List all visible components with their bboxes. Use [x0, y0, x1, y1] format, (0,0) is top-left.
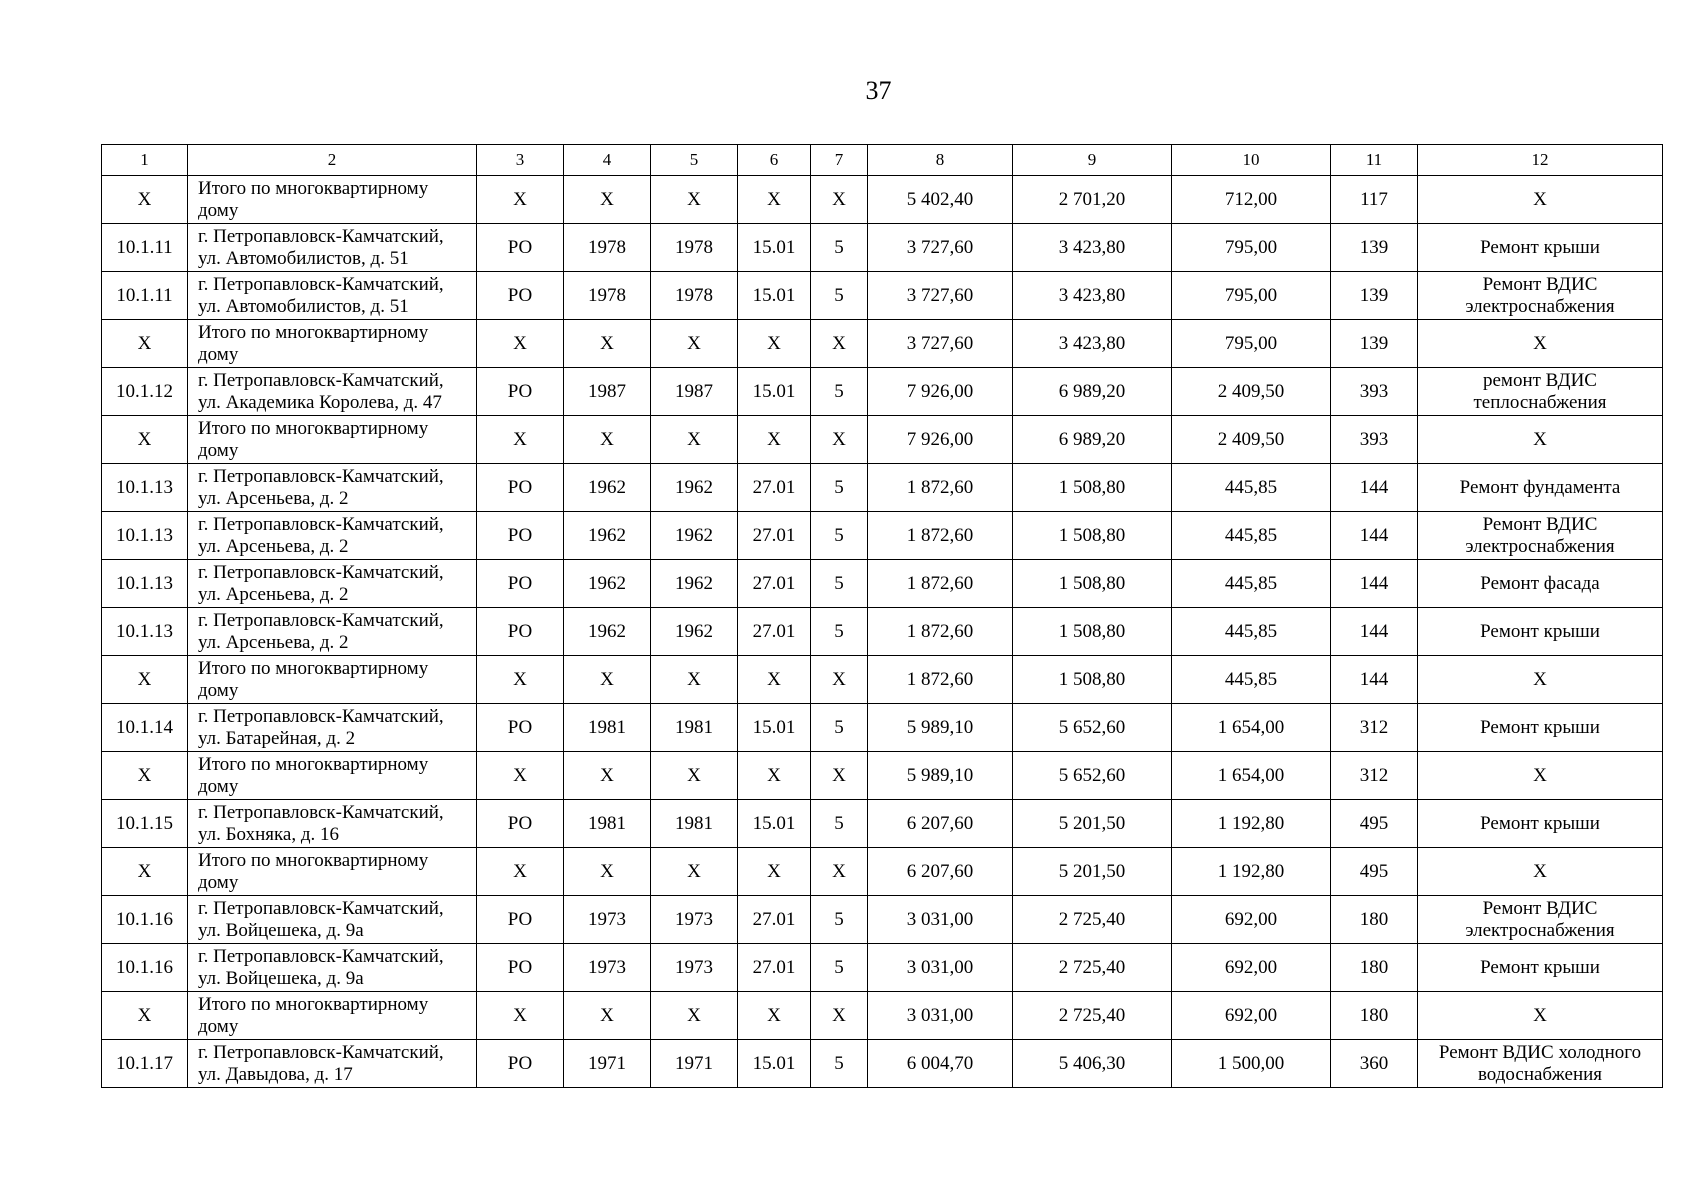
- cell-col-number: 10.1.14: [102, 704, 188, 752]
- cell-col-11: 180: [1331, 896, 1418, 944]
- table-row: [102, 704, 1663, 752]
- cell-col-4: Х: [564, 176, 651, 224]
- cell-col-address: г. Петропавловск-Камчатский, ул. Войцешека, д. 9а: [188, 896, 477, 944]
- table-row: [102, 224, 1663, 272]
- cell-col-8: 6 207,60: [868, 800, 1013, 848]
- cell-col-10: 1 654,00: [1172, 704, 1331, 752]
- cell-col-address: Итого по многоквартирному дому: [188, 320, 477, 368]
- cell-col-5: 1987: [651, 368, 738, 416]
- cell-col-5: 1962: [651, 608, 738, 656]
- cell-col-12: Ремонт ВДИС электроснабжения: [1418, 896, 1663, 944]
- cell-col-10: 1 192,80: [1172, 848, 1331, 896]
- cell-col-10: 692,00: [1172, 896, 1331, 944]
- cell-col-12: Ремонт ВДИС электроснабжения: [1418, 272, 1663, 320]
- cell-col-6: 27.01: [738, 944, 811, 992]
- cell-col-11: 144: [1331, 560, 1418, 608]
- cell-col-3: Х: [477, 992, 564, 1040]
- cell-col-number: Х: [102, 320, 188, 368]
- cell-col-6: Х: [738, 656, 811, 704]
- cell-col-11: 393: [1331, 416, 1418, 464]
- cell-col-4: 1978: [564, 224, 651, 272]
- cell-col-address: г. Петропавловск-Камчатский, ул. Давыдова, д. 17: [188, 1040, 477, 1088]
- cell-col-address: г. Петропавловск-Камчатский, ул. Войцешека, д. 9а: [188, 944, 477, 992]
- cell-col-address: г. Петропавловск-Камчатский, ул. Автомобилистов, д. 51: [188, 224, 477, 272]
- cell-col-8: 3 031,00: [868, 944, 1013, 992]
- cell-col-11: 495: [1331, 800, 1418, 848]
- cell-col-number: 10.1.17: [102, 1040, 188, 1088]
- cell-col-3: РО: [477, 1040, 564, 1088]
- header-row: [102, 145, 1663, 176]
- cell-col-8: 3 031,00: [868, 896, 1013, 944]
- cell-col-address: Итого по многоквартирному дому: [188, 656, 477, 704]
- table-row: [102, 896, 1663, 944]
- column-header-9: 9: [1013, 145, 1172, 176]
- cell-col-10: 795,00: [1172, 224, 1331, 272]
- cell-col-8: 3 727,60: [868, 320, 1013, 368]
- cell-col-9: 3 423,80: [1013, 224, 1172, 272]
- cell-col-address: Итого по многоквартирному дому: [188, 848, 477, 896]
- cell-col-address: г. Петропавловск-Камчатский, ул. Арсеньева, д. 2: [188, 608, 477, 656]
- cell-col-12: Ремонт фасада: [1418, 560, 1663, 608]
- cell-col-5: 1973: [651, 944, 738, 992]
- cell-col-3: РО: [477, 944, 564, 992]
- table-row: [102, 368, 1663, 416]
- cell-col-number: 10.1.13: [102, 464, 188, 512]
- cell-col-11: 180: [1331, 992, 1418, 1040]
- cell-col-5: 1971: [651, 1040, 738, 1088]
- cell-col-10: 795,00: [1172, 320, 1331, 368]
- cell-col-address: Итого по многоквартирному дому: [188, 752, 477, 800]
- cell-col-3: Х: [477, 848, 564, 896]
- column-header-1: 1: [102, 145, 188, 176]
- cell-col-8: 1 872,60: [868, 656, 1013, 704]
- cell-col-7: Х: [811, 320, 868, 368]
- column-header-4: 4: [564, 145, 651, 176]
- cell-col-4: Х: [564, 992, 651, 1040]
- cell-col-12: Х: [1418, 320, 1663, 368]
- cell-col-10: 445,85: [1172, 608, 1331, 656]
- cell-col-7: 5: [811, 560, 868, 608]
- cell-col-9: 5 652,60: [1013, 752, 1172, 800]
- cell-col-number: 10.1.13: [102, 560, 188, 608]
- column-header-5: 5: [651, 145, 738, 176]
- cell-col-7: 5: [811, 800, 868, 848]
- table-row: [102, 464, 1663, 512]
- cell-col-9: 1 508,80: [1013, 464, 1172, 512]
- cell-col-10: 445,85: [1172, 560, 1331, 608]
- cell-col-9: 5 652,60: [1013, 704, 1172, 752]
- table-row: [102, 848, 1663, 896]
- cell-col-4: 1962: [564, 560, 651, 608]
- cell-col-10: 692,00: [1172, 992, 1331, 1040]
- column-header-12: 12: [1418, 145, 1663, 176]
- cell-col-address: г. Петропавловск-Камчатский, ул. Арсеньева, д. 2: [188, 560, 477, 608]
- cell-col-8: 3 727,60: [868, 224, 1013, 272]
- cell-col-11: 393: [1331, 368, 1418, 416]
- cell-col-12: Х: [1418, 176, 1663, 224]
- cell-col-9: 6 989,20: [1013, 368, 1172, 416]
- cell-col-address: г. Петропавловск-Камчатский, ул. Арсеньева, д. 2: [188, 512, 477, 560]
- cell-col-6: 27.01: [738, 896, 811, 944]
- cell-col-5: 1973: [651, 896, 738, 944]
- cell-col-4: 1962: [564, 512, 651, 560]
- cell-col-number: Х: [102, 176, 188, 224]
- cell-col-12: Ремонт крыши: [1418, 224, 1663, 272]
- cell-col-address: г. Петропавловск-Камчатский, ул. Академика Королева, д. 47: [188, 368, 477, 416]
- cell-col-12: Х: [1418, 656, 1663, 704]
- cell-col-12: Х: [1418, 752, 1663, 800]
- cell-col-3: РО: [477, 896, 564, 944]
- column-header-2: 2: [188, 145, 477, 176]
- cell-col-6: 27.01: [738, 512, 811, 560]
- cell-col-11: 495: [1331, 848, 1418, 896]
- table-row: [102, 608, 1663, 656]
- cell-col-12: Х: [1418, 848, 1663, 896]
- table-row: [102, 752, 1663, 800]
- cell-col-12: Ремонт ВДИС холодного водоснабжения: [1418, 1040, 1663, 1088]
- cell-col-4: 1978: [564, 272, 651, 320]
- cell-col-3: РО: [477, 560, 564, 608]
- cell-col-3: РО: [477, 800, 564, 848]
- cell-col-9: 2 725,40: [1013, 944, 1172, 992]
- cell-col-4: Х: [564, 752, 651, 800]
- cell-col-6: 27.01: [738, 464, 811, 512]
- cell-col-12: ремонт ВДИС теплоснабжения: [1418, 368, 1663, 416]
- cell-col-3: РО: [477, 464, 564, 512]
- page-number: 37: [865, 76, 892, 105]
- cell-col-3: Х: [477, 416, 564, 464]
- cell-col-5: 1962: [651, 512, 738, 560]
- cell-col-12: Ремонт фундамента: [1418, 464, 1663, 512]
- cell-col-6: Х: [738, 320, 811, 368]
- cell-col-9: 5 406,30: [1013, 1040, 1172, 1088]
- table-row: [102, 992, 1663, 1040]
- cell-col-11: 117: [1331, 176, 1418, 224]
- cell-col-7: 5: [811, 464, 868, 512]
- cell-col-9: 2 701,20: [1013, 176, 1172, 224]
- cell-col-9: 5 201,50: [1013, 800, 1172, 848]
- cell-col-10: 712,00: [1172, 176, 1331, 224]
- table-row: [102, 272, 1663, 320]
- cell-col-5: Х: [651, 848, 738, 896]
- cell-col-8: 7 926,00: [868, 368, 1013, 416]
- table-row: [102, 1040, 1663, 1088]
- cell-col-number: 10.1.15: [102, 800, 188, 848]
- cell-col-12: Ремонт крыши: [1418, 608, 1663, 656]
- cell-col-3: Х: [477, 656, 564, 704]
- cell-col-6: Х: [738, 176, 811, 224]
- table-row: [102, 512, 1663, 560]
- cell-col-10: 2 409,50: [1172, 368, 1331, 416]
- cell-col-7: Х: [811, 992, 868, 1040]
- cell-col-number: Х: [102, 656, 188, 704]
- cell-col-7: 5: [811, 896, 868, 944]
- cell-col-10: 1 192,80: [1172, 800, 1331, 848]
- cell-col-number: Х: [102, 752, 188, 800]
- cell-col-number: 10.1.11: [102, 272, 188, 320]
- cell-col-11: 312: [1331, 752, 1418, 800]
- cell-col-5: Х: [651, 320, 738, 368]
- capital-repair-table: [101, 144, 1663, 1088]
- cell-col-8: 5 989,10: [868, 752, 1013, 800]
- cell-col-10: 445,85: [1172, 512, 1331, 560]
- cell-col-5: Х: [651, 416, 738, 464]
- cell-col-5: 1962: [651, 464, 738, 512]
- cell-col-7: Х: [811, 848, 868, 896]
- cell-col-8: 3 031,00: [868, 992, 1013, 1040]
- cell-col-9: 2 725,40: [1013, 896, 1172, 944]
- cell-col-4: 1981: [564, 800, 651, 848]
- cell-col-9: 1 508,80: [1013, 560, 1172, 608]
- cell-col-3: РО: [477, 512, 564, 560]
- cell-col-7: Х: [811, 656, 868, 704]
- table-row: [102, 176, 1663, 224]
- cell-col-5: Х: [651, 992, 738, 1040]
- cell-col-6: 15.01: [738, 800, 811, 848]
- cell-col-4: 1971: [564, 1040, 651, 1088]
- cell-col-6: Х: [738, 416, 811, 464]
- cell-col-4: 1973: [564, 896, 651, 944]
- cell-col-6: 15.01: [738, 224, 811, 272]
- table-body: [102, 176, 1663, 1088]
- cell-col-number: 10.1.16: [102, 944, 188, 992]
- cell-col-4: 1973: [564, 944, 651, 992]
- cell-col-10: 1 654,00: [1172, 752, 1331, 800]
- cell-col-9: 6 989,20: [1013, 416, 1172, 464]
- table-row: [102, 560, 1663, 608]
- column-header-11: 11: [1331, 145, 1418, 176]
- cell-col-10: 2 409,50: [1172, 416, 1331, 464]
- cell-col-4: 1987: [564, 368, 651, 416]
- cell-col-address: г. Петропавловск-Камчатский, ул. Арсеньева, д. 2: [188, 464, 477, 512]
- cell-col-address: Итого по многоквартирному дому: [188, 992, 477, 1040]
- cell-col-7: 5: [811, 704, 868, 752]
- cell-col-number: 10.1.11: [102, 224, 188, 272]
- column-header-10: 10: [1172, 145, 1331, 176]
- cell-col-address: г. Петропавловск-Камчатский, ул. Автомобилистов, д. 51: [188, 272, 477, 320]
- cell-col-4: 1981: [564, 704, 651, 752]
- cell-col-4: 1962: [564, 608, 651, 656]
- cell-col-8: 3 727,60: [868, 272, 1013, 320]
- cell-col-5: Х: [651, 656, 738, 704]
- cell-col-8: 6 004,70: [868, 1040, 1013, 1088]
- cell-col-number: 10.1.13: [102, 512, 188, 560]
- cell-col-8: 5 989,10: [868, 704, 1013, 752]
- cell-col-6: 15.01: [738, 704, 811, 752]
- cell-col-7: 5: [811, 944, 868, 992]
- cell-col-11: 139: [1331, 320, 1418, 368]
- cell-col-10: 795,00: [1172, 272, 1331, 320]
- cell-col-11: 144: [1331, 608, 1418, 656]
- cell-col-8: 6 207,60: [868, 848, 1013, 896]
- cell-col-5: Х: [651, 176, 738, 224]
- cell-col-12: Ремонт крыши: [1418, 800, 1663, 848]
- cell-col-7: 5: [811, 224, 868, 272]
- table-row: [102, 656, 1663, 704]
- cell-col-10: 692,00: [1172, 944, 1331, 992]
- cell-col-number: Х: [102, 416, 188, 464]
- cell-col-6: Х: [738, 848, 811, 896]
- cell-col-3: РО: [477, 272, 564, 320]
- cell-col-8: 1 872,60: [868, 560, 1013, 608]
- cell-col-5: 1962: [651, 560, 738, 608]
- cell-col-9: 3 423,80: [1013, 272, 1172, 320]
- cell-col-8: 1 872,60: [868, 608, 1013, 656]
- cell-col-7: 5: [811, 272, 868, 320]
- cell-col-7: 5: [811, 512, 868, 560]
- cell-col-6: 15.01: [738, 368, 811, 416]
- cell-col-3: РО: [477, 608, 564, 656]
- cell-col-11: 312: [1331, 704, 1418, 752]
- table-row: [102, 416, 1663, 464]
- cell-col-number: Х: [102, 848, 188, 896]
- cell-col-9: 1 508,80: [1013, 512, 1172, 560]
- cell-col-11: 144: [1331, 656, 1418, 704]
- cell-col-7: 5: [811, 1040, 868, 1088]
- cell-col-12: Х: [1418, 992, 1663, 1040]
- column-header-3: 3: [477, 145, 564, 176]
- cell-col-6: Х: [738, 752, 811, 800]
- cell-col-4: Х: [564, 320, 651, 368]
- cell-col-10: 1 500,00: [1172, 1040, 1331, 1088]
- cell-col-3: РО: [477, 224, 564, 272]
- cell-col-5: 1978: [651, 272, 738, 320]
- column-header-7: 7: [811, 145, 868, 176]
- cell-col-address: Итого по многоквартирному дому: [188, 176, 477, 224]
- cell-col-11: 139: [1331, 224, 1418, 272]
- cell-col-3: РО: [477, 704, 564, 752]
- cell-col-4: Х: [564, 848, 651, 896]
- cell-col-5: Х: [651, 752, 738, 800]
- cell-col-12: Ремонт ВДИС электроснабжения: [1418, 512, 1663, 560]
- cell-col-number: 10.1.12: [102, 368, 188, 416]
- cell-col-address: г. Петропавловск-Камчатский, ул. Батарейная, д. 2: [188, 704, 477, 752]
- cell-col-6: Х: [738, 992, 811, 1040]
- cell-col-6: 15.01: [738, 272, 811, 320]
- cell-col-address: Итого по многоквартирному дому: [188, 416, 477, 464]
- table-row: [102, 320, 1663, 368]
- cell-col-number: Х: [102, 992, 188, 1040]
- cell-col-9: 1 508,80: [1013, 656, 1172, 704]
- cell-col-8: 1 872,60: [868, 512, 1013, 560]
- cell-col-8: 7 926,00: [868, 416, 1013, 464]
- cell-col-4: Х: [564, 656, 651, 704]
- cell-col-5: 1981: [651, 800, 738, 848]
- cell-col-6: 15.01: [738, 1040, 811, 1088]
- cell-col-12: Ремонт крыши: [1418, 944, 1663, 992]
- column-header-6: 6: [738, 145, 811, 176]
- cell-col-3: РО: [477, 368, 564, 416]
- cell-col-4: Х: [564, 416, 651, 464]
- cell-col-5: 1981: [651, 704, 738, 752]
- cell-col-7: 5: [811, 608, 868, 656]
- cell-col-8: 1 872,60: [868, 464, 1013, 512]
- cell-col-11: 144: [1331, 464, 1418, 512]
- cell-col-6: 27.01: [738, 560, 811, 608]
- cell-col-12: Х: [1418, 416, 1663, 464]
- table-header: [102, 145, 1663, 176]
- cell-col-6: 27.01: [738, 608, 811, 656]
- cell-col-11: 139: [1331, 272, 1418, 320]
- cell-col-3: Х: [477, 176, 564, 224]
- cell-col-9: 5 201,50: [1013, 848, 1172, 896]
- cell-col-12: Ремонт крыши: [1418, 704, 1663, 752]
- cell-col-address: г. Петропавловск-Камчатский, ул. Бохняка, д. 16: [188, 800, 477, 848]
- column-header-8: 8: [868, 145, 1013, 176]
- cell-col-9: 1 508,80: [1013, 608, 1172, 656]
- cell-col-11: 144: [1331, 512, 1418, 560]
- cell-col-7: Х: [811, 416, 868, 464]
- cell-col-8: 5 402,40: [868, 176, 1013, 224]
- cell-col-7: Х: [811, 176, 868, 224]
- cell-col-4: 1962: [564, 464, 651, 512]
- cell-col-9: 3 423,80: [1013, 320, 1172, 368]
- table-row: [102, 944, 1663, 992]
- cell-col-11: 360: [1331, 1040, 1418, 1088]
- cell-col-7: Х: [811, 752, 868, 800]
- cell-col-number: 10.1.13: [102, 608, 188, 656]
- cell-col-10: 445,85: [1172, 464, 1331, 512]
- cell-col-number: 10.1.16: [102, 896, 188, 944]
- cell-col-5: 1978: [651, 224, 738, 272]
- cell-col-3: Х: [477, 320, 564, 368]
- cell-col-9: 2 725,40: [1013, 992, 1172, 1040]
- cell-col-3: Х: [477, 752, 564, 800]
- cell-col-10: 445,85: [1172, 656, 1331, 704]
- table-row: [102, 800, 1663, 848]
- cell-col-7: 5: [811, 368, 868, 416]
- cell-col-11: 180: [1331, 944, 1418, 992]
